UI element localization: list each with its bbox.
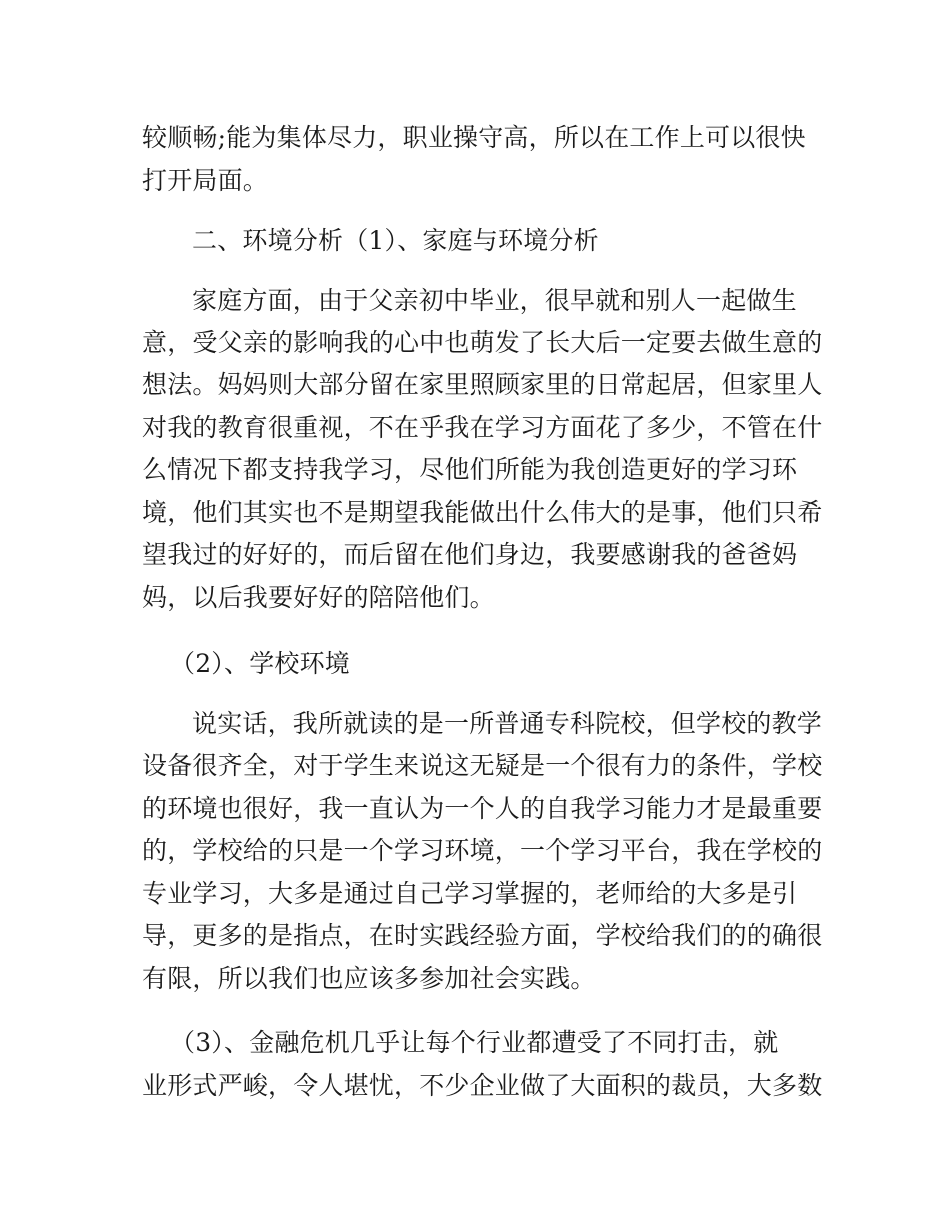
text-line: 想法。妈妈则大部分留在家里照顾家里的日常起居，但家里人 — [142, 370, 823, 399]
text-line: 的环境也很好，我一直认为一个人的自我学习能力才是最重要 — [142, 794, 823, 823]
text-line: 业形式严峻，令人堪忧，不少企业做了大面积的裁员，大多数 — [142, 1071, 823, 1100]
section-heading: （3）、金融危机几乎让每个行业都遭受了不同打击，就 — [170, 1028, 779, 1057]
section-heading: 二、环境分析（1）、家庭与环境分析 — [192, 226, 599, 255]
text-line: 么情况下都支持我学习，尽他们所能为我创造更好的学习环 — [142, 455, 798, 484]
text-line: 专业学习，大多是通过自己学习掌握的，老师给的大多是引 — [142, 879, 798, 908]
text-line: 意，受父亲的影响我的心中也萌发了长大后一定要去做生意的 — [142, 328, 823, 357]
text-line: 对我的教育很重视，不在乎我在学习方面花了多少，不管在什 — [142, 413, 823, 442]
text-line: 较顺畅;能为集体尽力，职业操守高，所以在工作上可以很快 — [142, 123, 806, 152]
text-line: 说实话，我所就读的是一所普通专科院校，但学校的教学 — [192, 709, 823, 738]
text-line: 境，他们其实也不是期望我能做出什么伟大的是事，他们只希 — [142, 498, 823, 527]
text-line: 导，更多的是指点，在时实践经验方面，学校给我们的的确很 — [142, 921, 823, 950]
text-line: 有限，所以我们也应该多参加社会实践。 — [142, 964, 596, 993]
text-line: 打开局面。 — [142, 166, 269, 195]
text-line: 家庭方面，由于父亲初中毕业，很早就和别人一起做生 — [192, 286, 797, 315]
text-line: 设备很齐全，对于学生来说这无疑是一个很有力的条件，学校 — [142, 751, 823, 780]
text-line: 妈，以后我要好好的陪陪他们。 — [142, 583, 495, 612]
section-heading: （2）、学校环境 — [170, 649, 351, 678]
text-line: 的，学校给的只是一个学习环境，一个学习平台，我在学校的 — [142, 836, 823, 865]
text-line: 望我过的好好的，而后留在他们身边，我要感谢我的爸爸妈 — [142, 540, 798, 569]
